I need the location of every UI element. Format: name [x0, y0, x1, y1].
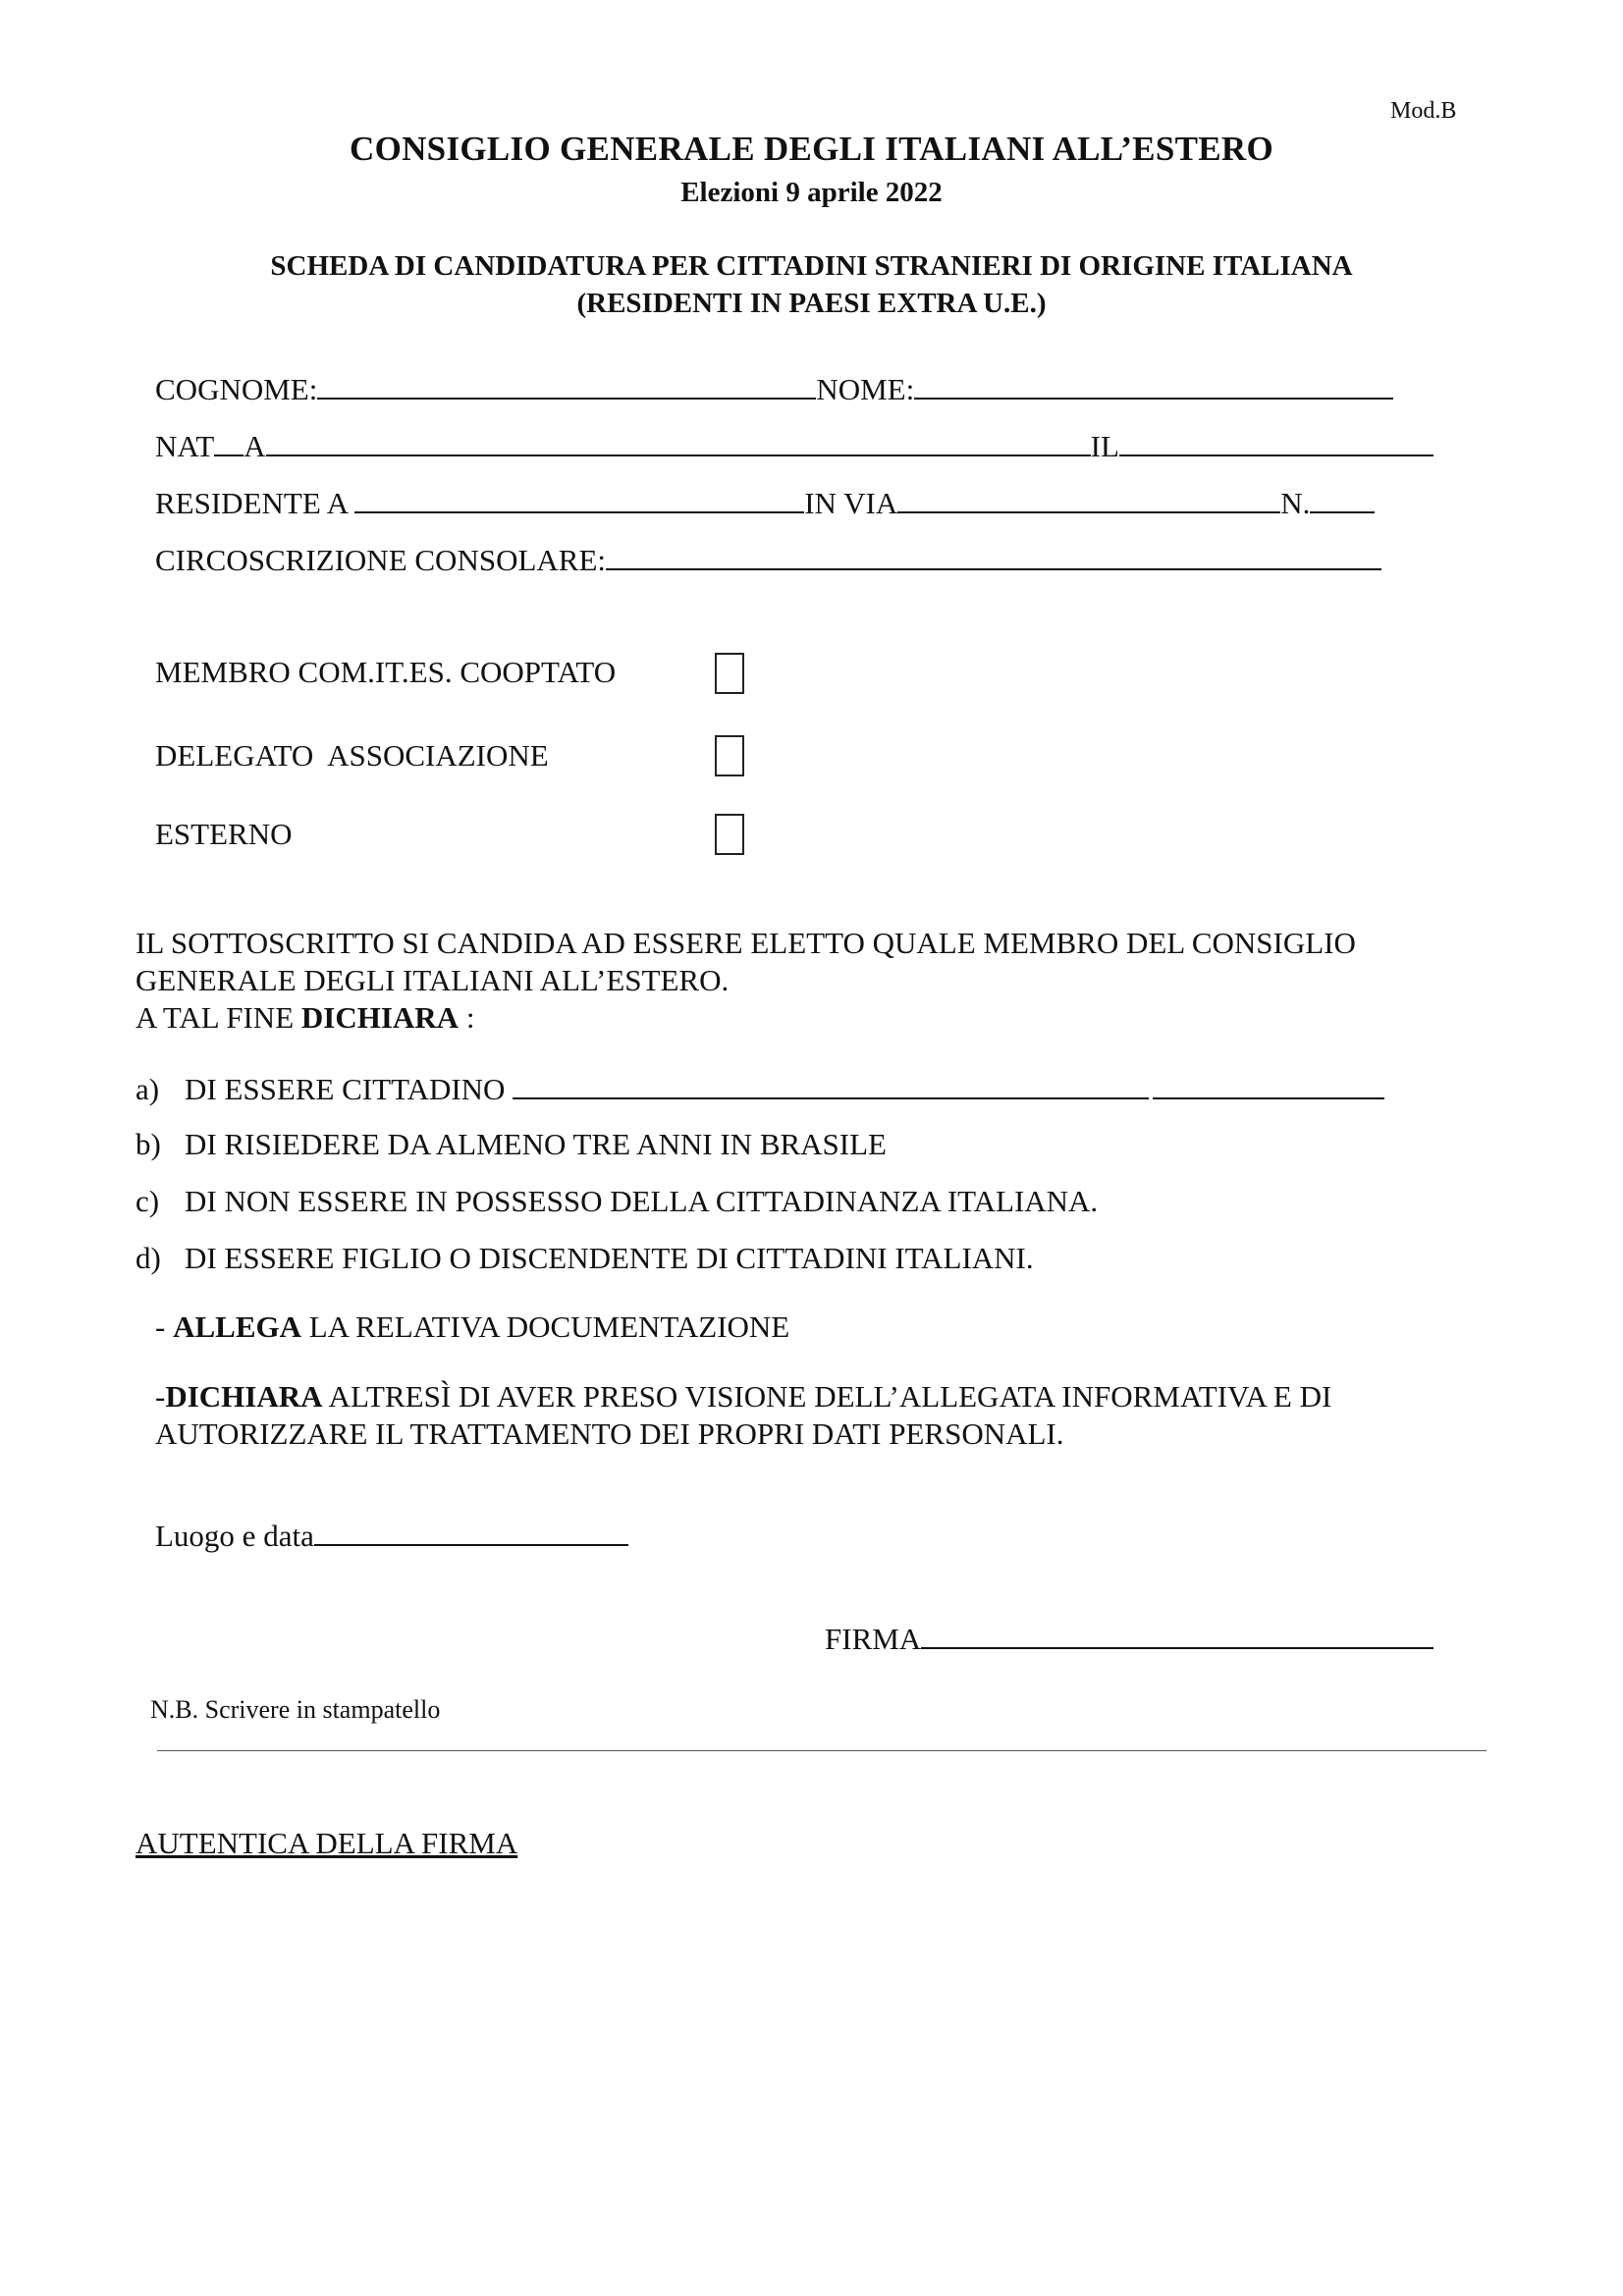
consent-bold: DICHIARA	[165, 1379, 323, 1414]
item-text: DI ESSERE FIGLIO O DISCENDENTE DI CITTADINI ITALIANI.	[185, 1241, 1034, 1275]
divider	[157, 1750, 1487, 1751]
allega-prefix: -	[155, 1309, 174, 1344]
signature-field[interactable]	[921, 1620, 1434, 1649]
signature-row	[825, 1620, 1434, 1657]
allega-statement	[155, 1309, 789, 1345]
row-residence	[155, 484, 1375, 521]
option-label-esterno: ESTERNO	[155, 817, 293, 851]
nome-label: NOME:	[816, 372, 915, 406]
item-marker: c)	[135, 1184, 160, 1218]
delegato-checkbox[interactable]	[715, 735, 744, 776]
item-marker: a)	[135, 1072, 160, 1106]
item-marker: b)	[135, 1127, 161, 1161]
form-title: SCHEDA DI CANDIDATURA PER CITTADINI STRANIERI DI ORIGINE ITALIANA	[270, 250, 1353, 282]
place-date-field[interactable]	[314, 1517, 628, 1546]
number-field[interactable]	[1310, 484, 1375, 513]
number-label: N.	[1280, 486, 1311, 520]
option-label-delegato: DELEGATO ASSOCIAZIONE	[155, 738, 549, 773]
item-marker: d)	[135, 1241, 161, 1275]
cognome-label: COGNOME:	[155, 372, 318, 406]
nome-field[interactable]	[914, 370, 1393, 400]
consular-field[interactable]	[606, 541, 1381, 570]
consent-statement-line1	[155, 1379, 1331, 1415]
consent-statement-line2: AUTORIZZARE IL TRATTAMENTO DEI PROPRI DATI PERSONALI.	[155, 1416, 1064, 1451]
item-a	[135, 1070, 1384, 1107]
residence-field[interactable]	[354, 484, 804, 513]
consular-label: CIRCOSCRIZIONE CONSOLARE:	[155, 543, 607, 577]
note-block-letters: N.B. Scrivere in stampatello	[150, 1695, 441, 1724]
election-date: Elezioni 9 aprile 2022	[680, 177, 943, 208]
row-birth	[155, 427, 1434, 464]
place-date-row	[155, 1517, 628, 1554]
birth-place-label: A	[243, 429, 266, 463]
item-d	[135, 1241, 1034, 1276]
intro-suffix: :	[459, 1000, 475, 1035]
birth-place-field[interactable]	[266, 427, 1091, 456]
item-text: DI ESSERE CITTADINO	[185, 1072, 506, 1106]
option-label-comites: MEMBRO COM.IT.ES. COOPTATO	[155, 655, 617, 689]
declaration-intro-line3	[135, 1000, 474, 1036]
nat-label: NAT	[155, 429, 215, 463]
citizenship-field-extra[interactable]	[1153, 1070, 1384, 1099]
declaration-intro-line2: GENERALE DEGLI ITALIANI ALL’ESTERO.	[135, 963, 730, 997]
allega-text: LA RELATIVA DOCUMENTAZIONE	[301, 1309, 790, 1344]
esterno-checkbox[interactable]	[715, 814, 744, 855]
comites-checkbox[interactable]	[715, 653, 744, 694]
birth-date-field[interactable]	[1119, 427, 1434, 456]
citizenship-field[interactable]	[513, 1070, 1149, 1099]
dichiara-heading: DICHIARA	[300, 1000, 460, 1035]
allega-bold: ALLEGA	[173, 1309, 301, 1344]
signature-label: FIRMA	[825, 1622, 922, 1656]
nat-suffix-field[interactable]	[214, 427, 243, 456]
residence-label: RESIDENTE A	[155, 486, 348, 520]
row-name	[155, 370, 1393, 407]
birth-date-label: IL	[1090, 429, 1119, 463]
item-b	[135, 1127, 887, 1162]
page-title: CONSIGLIO GENERALE DEGLI ITALIANI ALL’ESTERO	[350, 130, 1273, 168]
place-date-label: Luogo e data	[155, 1519, 314, 1553]
item-c	[135, 1184, 1098, 1219]
consent-text: ALTRESÌ DI AVER PRESO VISIONE DELL’ALLEGATA INFORMATIVA E DI	[322, 1379, 1332, 1414]
declaration-intro-line1: IL SOTTOSCRITTO SI CANDIDA AD ESSERE ELETTO QUALE MEMBRO DEL CONSIGLIO	[135, 926, 1356, 960]
row-consular	[155, 541, 1381, 578]
item-text: DI RISIEDERE DA ALMENO TRE ANNI IN BRASILE	[185, 1127, 887, 1161]
consent-prefix: -	[155, 1379, 166, 1414]
cognome-field[interactable]	[317, 370, 816, 400]
form-model-code: Mod.B	[1390, 98, 1457, 124]
intro-prefix: A TAL FINE	[135, 1000, 301, 1035]
item-text: DI NON ESSERE IN POSSESSO DELLA CITTADINANZA ITALIANA.	[185, 1184, 1099, 1218]
street-field[interactable]	[897, 484, 1280, 513]
signature-authentication-heading: AUTENTICA DELLA FIRMA	[135, 1826, 518, 1860]
form-title-sub: (RESIDENTI IN PAESI EXTRA U.E.)	[576, 288, 1047, 319]
street-label: IN VIA	[804, 486, 898, 520]
